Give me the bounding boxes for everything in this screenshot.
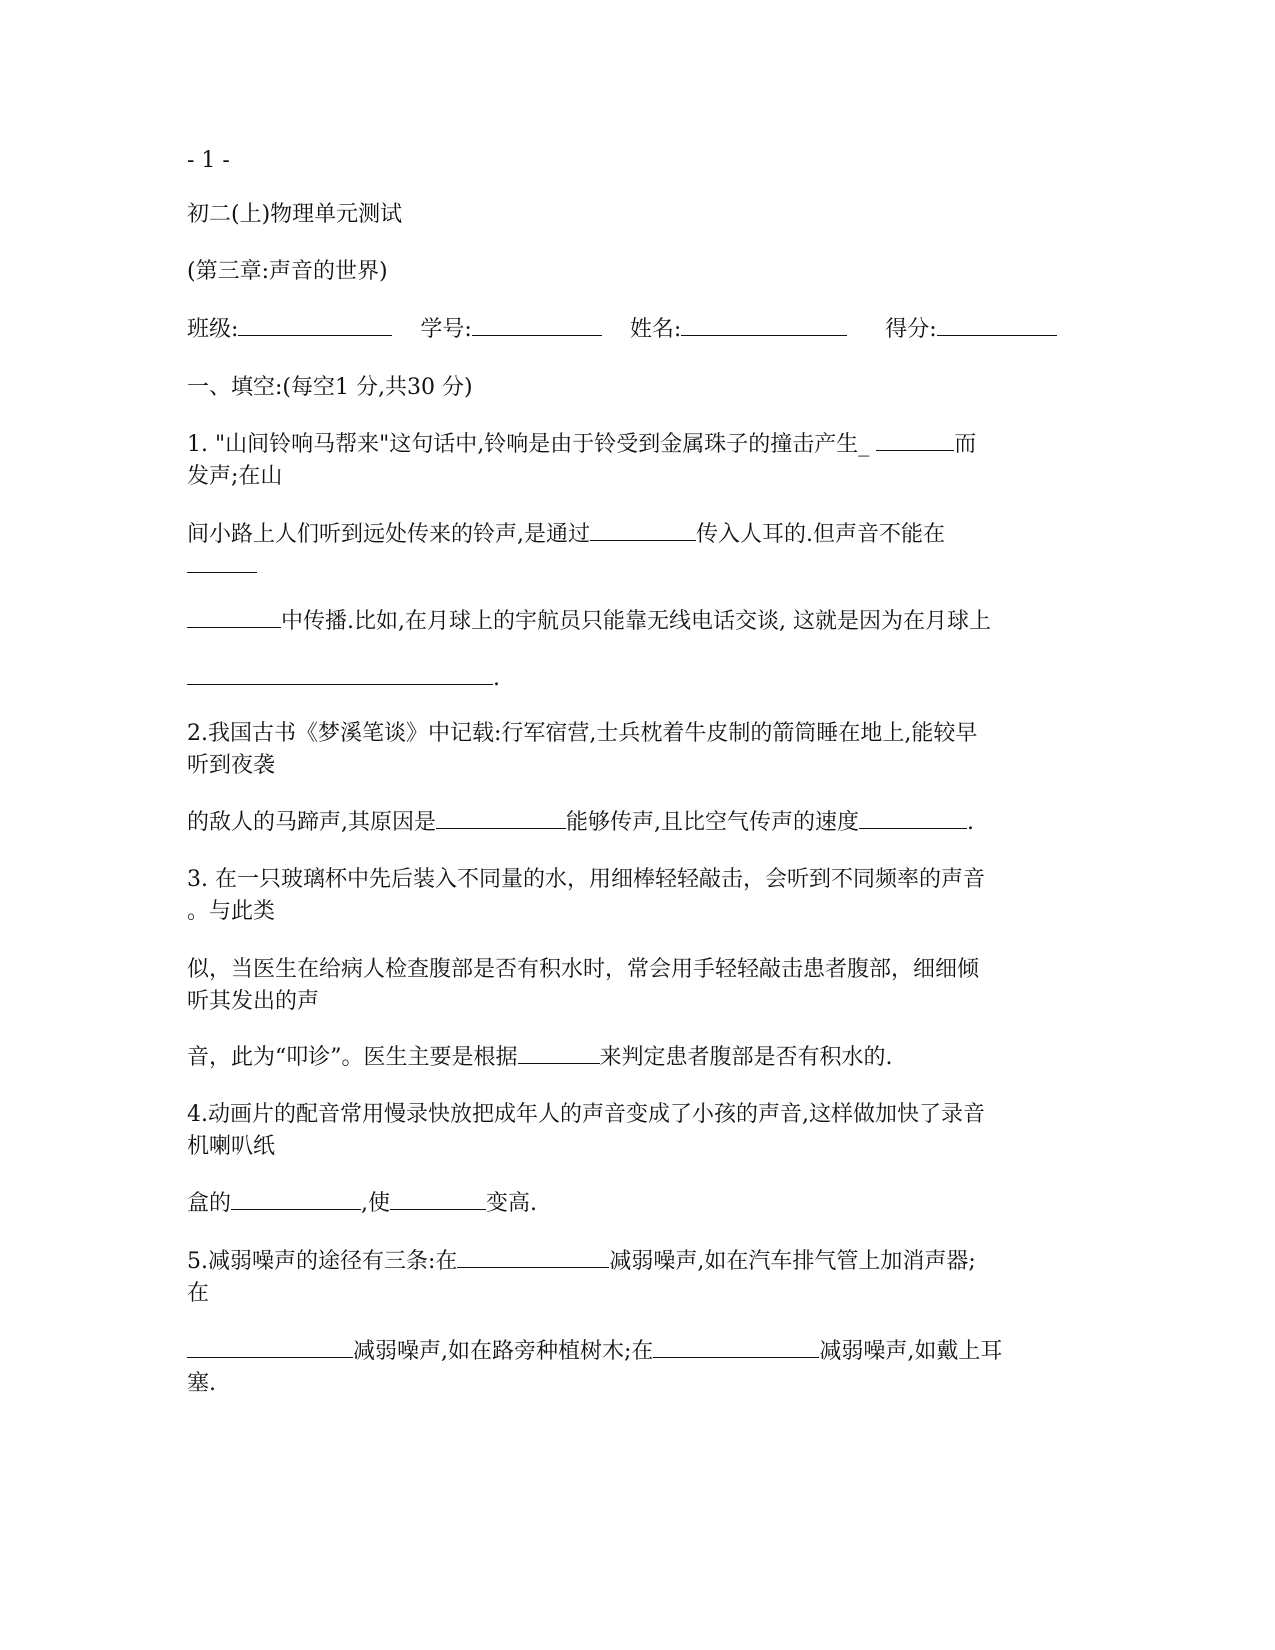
- q5-text-d: 减弱噪声,如戴上耳: [819, 1339, 1003, 1364]
- q1-text-b: 而: [954, 432, 977, 457]
- q5-text-a: 5.减弱噪声的途径有三条:在: [187, 1249, 458, 1274]
- q3-line-4: 听其发出的声: [187, 989, 320, 1014]
- class-label: 班级:: [187, 317, 239, 342]
- q2-text-b: 能够传声,且比空气传声的速度: [566, 810, 859, 835]
- q1-blank-3b: [187, 607, 281, 628]
- q1-line-3: [187, 520, 1087, 550]
- q4-line-2: 机喇叭纸: [187, 1134, 276, 1159]
- q5-blank-1: [457, 1247, 609, 1268]
- q4-text-a: 盒的: [187, 1191, 232, 1216]
- name-blank: [681, 315, 847, 336]
- q1-blank-4: [187, 664, 493, 685]
- score-label: 得分:: [885, 317, 937, 342]
- student-no-label: 学号:: [420, 317, 472, 342]
- q5-line-4: 塞.: [187, 1371, 216, 1396]
- q3-line-1: 3. 在一只玻璃杯中先后装入不同量的水，用细棒轻轻敲击，会听到不同频率的声音: [187, 867, 985, 892]
- q1-blank-2: [590, 520, 696, 541]
- q1-blank-3a: [187, 552, 257, 573]
- q1-text-e: 中传播.比如,在月球上的宇航员只能靠无线电话交谈, 这就是因为在月球上: [281, 609, 991, 634]
- q3-line-3: 似，当医生在给病人检查腹部是否有积水时，常会用手轻轻敲击患者腹部，细细倾: [187, 957, 980, 982]
- q1-text-c: 间小路上人们听到远处传来的铃声,是通过: [187, 522, 590, 547]
- q5-line-1: [187, 1247, 1087, 1277]
- q5-text-c: 减弱噪声,如在路旁种植树木;在: [353, 1339, 654, 1364]
- q4-blank-1: [231, 1189, 361, 1210]
- q5-line-3: [187, 1337, 1087, 1367]
- q4-line-1: 4.动画片的配音常用慢录快放把成年人的声音变成了小孩的声音,这样做加快了录音: [187, 1102, 985, 1127]
- q1-text-d: 传入人耳的.但声音不能在: [696, 522, 945, 547]
- q1-end: .: [493, 666, 500, 691]
- q3-line-5: [187, 1043, 1087, 1073]
- q2-line-1: 2.我国古书《梦溪笔谈》中记载:行军宿营,士兵枕着牛皮制的箭筒睡在地上,能较早: [187, 721, 978, 746]
- q4-text-c: 变高.: [486, 1191, 538, 1216]
- q2-blank-2: [859, 808, 967, 829]
- q2-end: .: [967, 810, 974, 835]
- q3-text-a: 音，此为“叩诊”。医生主要是根据: [187, 1045, 518, 1070]
- q2-blank-1: [436, 808, 566, 829]
- section-heading: 一、填空:(每空1 分,共30 分): [187, 375, 473, 400]
- q1-line-5: [187, 607, 1087, 637]
- q5-text-b: 减弱噪声,如在汽车排气管上加消声器;: [609, 1249, 976, 1274]
- q2-line-2: 听到夜袭: [187, 753, 276, 778]
- q4-blank-2: [390, 1189, 486, 1210]
- q5-line-2: 在: [187, 1281, 210, 1306]
- q1-line-1: [187, 430, 1087, 460]
- q1-line-4: [187, 552, 1087, 582]
- q1-line-2: 发声;在山: [187, 464, 283, 489]
- score-blank: [937, 315, 1057, 336]
- q3-text-b: 来判定患者腹部是否有积水的.: [599, 1045, 893, 1070]
- document-subtitle: (第三章:声音的世界): [187, 259, 388, 284]
- q3-blank-1: [518, 1043, 600, 1064]
- q3-line-2: 。与此类: [187, 899, 276, 924]
- q1-line-6: [187, 664, 1087, 694]
- name-label: 姓名:: [629, 317, 682, 342]
- page-number: - 1 -: [187, 148, 230, 173]
- q2-text-a: 的敌人的马蹄声,其原因是: [187, 810, 436, 835]
- q1-blank-1: [876, 430, 954, 451]
- q5-blank-3: [653, 1337, 819, 1358]
- q5-blank-2: [187, 1337, 353, 1358]
- q4-text-b: ,使: [361, 1191, 391, 1216]
- q2-line-3: [187, 808, 1087, 838]
- student-no-blank: [472, 315, 602, 336]
- q4-line-3: [187, 1189, 1087, 1219]
- q1-text-a: 1. "山间铃响马帮来"这句话中,铃响是由于铃受到金属珠子的撞击产生_: [187, 432, 877, 457]
- class-blank: [238, 315, 392, 336]
- student-info-row: [187, 315, 1087, 345]
- document-title: 初二(上)物理单元测试: [187, 202, 403, 227]
